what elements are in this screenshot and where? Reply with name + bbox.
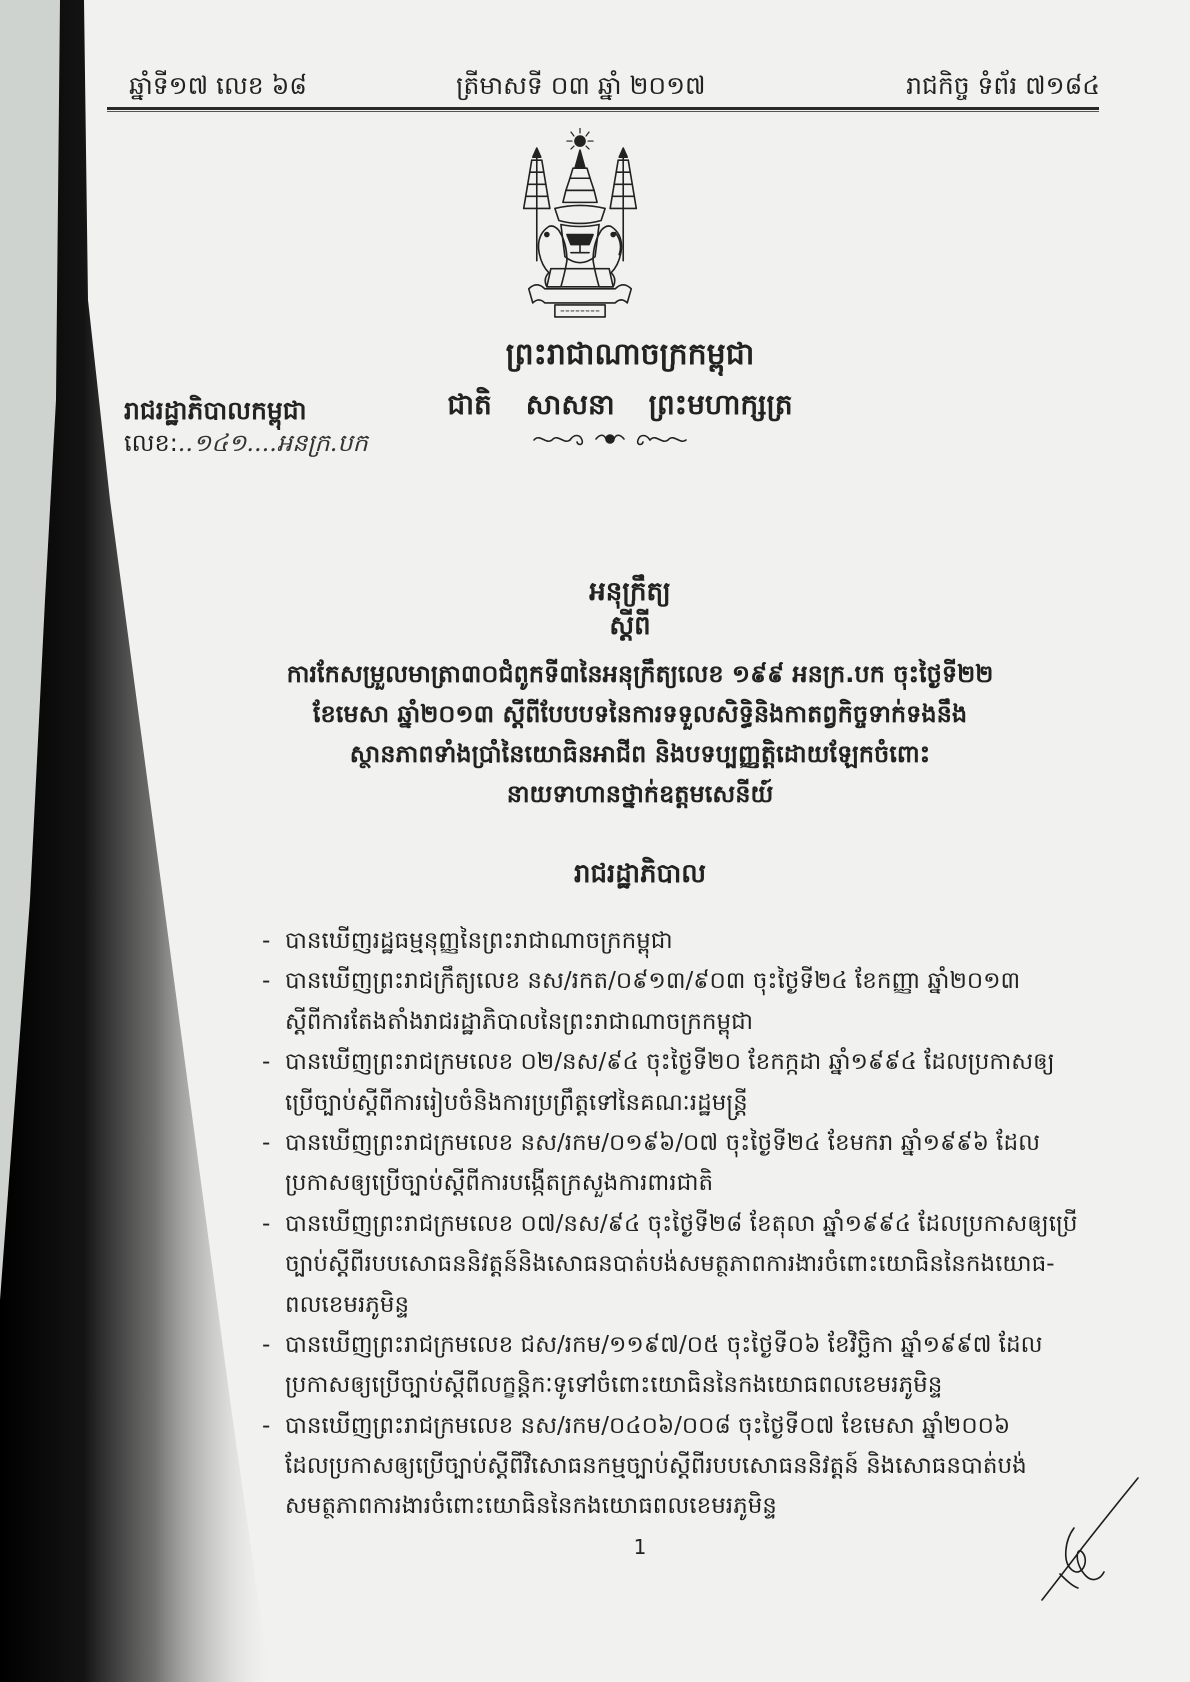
royal-coat-of-arms	[514, 128, 646, 324]
title-line: ស្ថានភាពទាំងប្រាំនៃយោធិនអាជីព និងបទប្បញ្ញត្តិដោយឡែកចំពោះ	[349, 740, 931, 768]
document-number-handwritten: ..១៤១....អនក្រ.បក	[177, 429, 368, 457]
gazette-issue: ឆ្នាំទី១៧ លេខ ៦៨	[129, 71, 308, 100]
title-line: ការកែសម្រួលមាត្រា៣០ជំពូកទី៣នៃអនុក្រឹត្យលេខ ១៩៩ អនក្រ.បក ចុះថ្ងៃទី២២	[286, 660, 994, 688]
list-item	[262, 1406, 1082, 1527]
preamble-list	[262, 921, 1082, 1527]
kingdom-title: ព្រះរាជាណាចក្រកម្ពុជា	[505, 337, 755, 372]
ornament-divider	[530, 430, 690, 448]
bullet-dash: -	[262, 1412, 271, 1439]
bullet-dash: -	[262, 1049, 271, 1076]
list-item-line: បានឃើញព្រះរាជក្រមលេខ នស/រកម/០៤០៦/០០៨ ចុះថ្ងៃទី០៧ ខែមេសា ឆ្នាំ២០០៦	[285, 1412, 1011, 1439]
title-line: នាយទាហានថ្នាក់ឧត្តមសេនីយ៍	[506, 780, 774, 808]
list-item	[262, 1204, 1082, 1325]
list-item-line: ពលខេមរភូមិន្ទ	[285, 1291, 410, 1318]
list-item-line: សមត្ថភាពការងារចំពោះយោធិននៃកងយោធពលខេមរភូមិន្ទ	[285, 1493, 777, 1520]
issuing-authority: រាជរដ្ឋាភិបាល	[573, 859, 707, 889]
list-item	[262, 1042, 1082, 1123]
list-item-line: ប្រើច្បាប់ស្តីពីការរៀបចំនិងការប្រព្រឹត្តទៅនៃគណៈរដ្ឋមន្ត្រី	[285, 1089, 748, 1116]
document-number	[124, 424, 424, 462]
list-item-line: ប្រកាសឲ្យប្រើច្បាប់ស្តីពីលក្ខន្តិកៈទូទៅចំពោះយោធិននៃកងយោធពលខេមរភូមិន្ទ	[285, 1372, 943, 1399]
list-item-line: បានឃើញព្រះរាជក្រឹត្យលេខ នស/រកត/០៩១៣/៩០៣ ចុះថ្ងៃទី២៤ ខែកញ្ញា ឆ្នាំ២០១៣	[285, 968, 1021, 995]
document-title	[140, 654, 1140, 814]
document-number-label: លេខ:	[124, 429, 178, 457]
list-item-line: ប្រកាសឲ្យប្រើច្បាប់ស្តីពីការបង្កើតក្រសួងការពារជាតិ	[285, 1170, 714, 1197]
bullet-dash: -	[262, 1129, 271, 1156]
list-item-line: បានឃើញព្រះរាជក្រមលេខ ០៧/នស/៩៤ ចុះថ្ងៃទី២៨ ខែតុលា ឆ្នាំ១៩៩៤ ដែលប្រកាសឲ្យប្រើ	[285, 1210, 1078, 1237]
handwritten-signature	[1020, 1470, 1150, 1610]
title-line: ខែមេសា ឆ្នាំ២០១៣ ស្តីពីបែបបទនៃការទទួលសិទ្ធិនិងកាតព្វកិច្ចទាក់ទងនឹង	[312, 700, 968, 728]
list-item	[262, 1123, 1082, 1204]
list-item-line: បានឃើញព្រះរាជក្រមលេខ ជស/រកម/១១៩៧/០៥ ចុះថ្ងៃទី០៦ ខែវិច្ឆិកា ឆ្នាំ១៩៩៧ ដែល	[285, 1331, 1043, 1358]
list-item-line: បានឃើញព្រះរាជក្រមលេខ នស/រកម/០១៩៦/០៧ ចុះថ្ងៃទី២៤ ខែមករា ឆ្នាំ១៩៩៦ ដែល	[285, 1129, 1040, 1156]
page-number: 1	[633, 1535, 647, 1559]
header-rule	[107, 107, 1099, 112]
list-item-line: ស្តីពីការតែងតាំងរាជរដ្ឋាភិបាលនៃព្រះរាជាណាចក្រកម្ពុជា	[285, 1008, 753, 1035]
gazette-quarter: ត្រីមាសទី ០៣ ឆ្នាំ ២០១៧	[456, 71, 706, 100]
list-item	[262, 961, 1082, 1042]
list-item-line: បានឃើញរដ្ឋធម្មនុញ្ញនៃព្រះរាជាណាចក្រកម្ពុជា	[285, 928, 673, 954]
national-motto	[400, 385, 840, 425]
bullet-dash: -	[262, 968, 271, 995]
document-subject-label: ស្តីពី	[609, 611, 651, 641]
list-item-line: ដែលប្រកាសឲ្យប្រើច្បាប់ស្តីពីវិសោធនកម្មច្បាប់ស្តីពីរបបសោធននិវត្តន៍ និងសោធនបាត់បង់	[285, 1453, 1027, 1480]
list-item-line: ច្បាប់ស្តីពីរបបសោធននិវត្តន៍និងសោធនបាត់បង់សមត្ថភាពការងារចំពោះយោធិននៃកងយោធ-	[285, 1251, 1055, 1278]
motto-religion: សាសនា	[525, 388, 615, 421]
gazette-page: រាជកិច្ច ទំព័រ ៧១៨៤	[906, 71, 1100, 100]
bullet-dash: -	[262, 928, 271, 954]
list-item	[262, 1325, 1082, 1406]
bullet-dash: -	[262, 1210, 271, 1237]
list-item-line: បានឃើញព្រះរាជក្រមលេខ ០២/នស/៩៤ ចុះថ្ងៃទី២០ ខែកក្កដា ឆ្នាំ១៩៩៤ ដែលប្រកាសឲ្យ	[285, 1049, 1055, 1076]
motto-nation: ជាតិ	[447, 388, 492, 421]
bullet-dash: -	[262, 1331, 271, 1358]
motto-king: ព្រះមហាក្សត្រ	[648, 388, 793, 421]
issuer-name: រាជរដ្ឋាភិបាលកម្ពុជា	[124, 396, 307, 425]
list-item	[262, 921, 1082, 961]
document-type: អនុក្រឹត្យ	[589, 577, 671, 607]
scan-edge-shadow	[0, 0, 300, 1682]
